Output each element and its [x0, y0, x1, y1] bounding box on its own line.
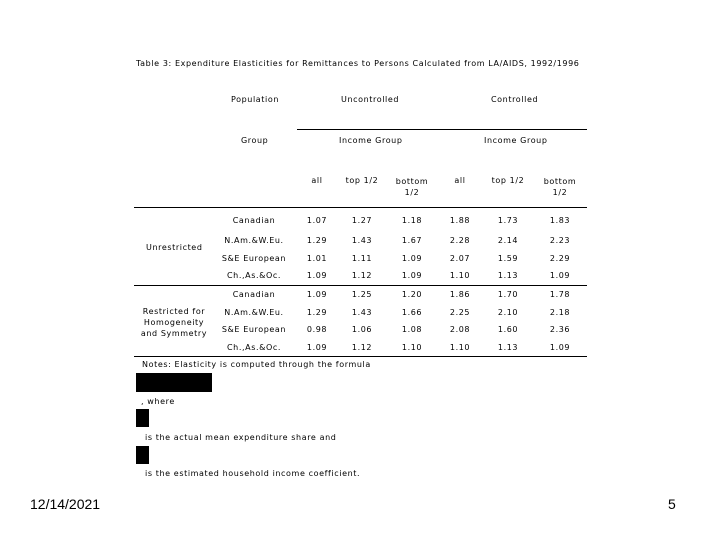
value-cell: 2.29	[549, 254, 571, 263]
value-cell: 1.10	[401, 343, 423, 352]
value-cell: 1.09	[549, 271, 571, 280]
value-cell: 1.10	[449, 343, 471, 352]
value-cell: 1.11	[351, 254, 373, 263]
value-cell: 1.73	[497, 216, 519, 225]
value-cell: 1.43	[351, 236, 373, 245]
value-cell: 1.09	[401, 254, 423, 263]
section-divider-rule	[134, 285, 587, 286]
value-cell: 2.14	[497, 236, 519, 245]
value-cell: 1.06	[351, 325, 373, 334]
value-cell: 2.28	[449, 236, 471, 245]
value-cell: 1.10	[449, 271, 471, 280]
income-group-header-controlled: Income Group	[484, 136, 548, 145]
row-group-label: S&E European	[221, 325, 287, 334]
col-header-all-controlled: all	[454, 176, 466, 185]
value-cell: 1.27	[351, 216, 373, 225]
section-label-restricted: Restricted for Homogeneity and Symmetry	[140, 307, 208, 338]
value-cell: 1.13	[497, 271, 519, 280]
row-group-label: N.Am.&W.Eu.	[224, 236, 284, 245]
table-title: Table 3: Expenditure Elasticities for Remittances to Persons Calculated from LA/AIDS, 1992/1996	[136, 59, 580, 68]
value-cell: 1.08	[401, 325, 423, 334]
value-cell: 1.67	[401, 236, 423, 245]
value-cell: 1.18	[401, 216, 423, 225]
value-cell: 2.23	[549, 236, 571, 245]
col-header-top-controlled: top 1/2	[491, 176, 525, 185]
footer-date: 12/14/2021	[30, 496, 101, 512]
notes-line-3: is the actual mean expenditure share and	[145, 433, 337, 442]
row-group-label: Ch.,As.&Oc.	[226, 271, 281, 280]
value-cell: 1.70	[497, 290, 519, 299]
section-label-unrestricted: Unrestricted	[146, 243, 203, 252]
value-cell: 1.20	[401, 290, 423, 299]
group-header: Group	[241, 136, 269, 145]
row-group-label: N.Am.&W.Eu.	[224, 308, 284, 317]
col-header-bottom-controlled: bottom 1/2	[543, 177, 577, 197]
value-cell: 1.29	[306, 308, 328, 317]
value-cell: 1.09	[401, 271, 423, 280]
value-cell: 2.08	[449, 325, 471, 334]
value-cell: 1.12	[351, 343, 373, 352]
value-cell: 1.09	[306, 271, 328, 280]
uncontrolled-header: Uncontrolled	[341, 95, 400, 104]
value-cell: 1.60	[497, 325, 519, 334]
value-cell: 1.66	[401, 308, 423, 317]
value-cell: 1.07	[306, 216, 328, 225]
coefficient-symbol-image	[136, 446, 149, 464]
value-cell: 1.86	[449, 290, 471, 299]
value-cell: 2.36	[549, 325, 571, 334]
value-cell: 1.09	[306, 290, 328, 299]
notes-line-2: , where	[141, 397, 175, 406]
value-cell: 1.59	[497, 254, 519, 263]
controlled-header: Controlled	[491, 95, 539, 104]
table-bottom-rule	[134, 356, 587, 357]
header-rule	[297, 129, 587, 130]
share-symbol-image	[136, 409, 149, 427]
col-header-all-uncontrolled: all	[311, 176, 323, 185]
value-cell: 2.18	[549, 308, 571, 317]
income-group-header-uncontrolled: Income Group	[339, 136, 403, 145]
value-cell: 2.07	[449, 254, 471, 263]
row-group-label: Canadian	[232, 290, 276, 299]
value-cell: 1.13	[497, 343, 519, 352]
value-cell: 0.98	[306, 325, 328, 334]
col-header-bottom-uncontrolled: bottom 1/2	[395, 177, 429, 197]
value-cell: 1.25	[351, 290, 373, 299]
value-cell: 1.12	[351, 271, 373, 280]
value-cell: 1.78	[549, 290, 571, 299]
row-group-label: Canadian	[232, 216, 276, 225]
value-cell: 1.01	[306, 254, 328, 263]
row-group-label: Ch.,As.&Oc.	[226, 343, 281, 352]
value-cell: 1.09	[306, 343, 328, 352]
notes-line-4: is the estimated household income coefficient.	[145, 469, 361, 478]
col-header-top-uncontrolled: top 1/2	[345, 176, 379, 185]
value-cell: 2.25	[449, 308, 471, 317]
row-group-label: S&E European	[221, 254, 287, 263]
value-cell: 1.83	[549, 216, 571, 225]
formula-image	[136, 373, 212, 392]
value-cell: 1.43	[351, 308, 373, 317]
value-cell: 1.09	[549, 343, 571, 352]
page-number: 5	[668, 496, 676, 512]
population-header: Population	[231, 95, 280, 104]
notes-line-1: Notes: Elasticity is computed through the formula	[142, 360, 371, 369]
value-cell: 1.88	[449, 216, 471, 225]
value-cell: 2.10	[497, 308, 519, 317]
value-cell: 1.29	[306, 236, 328, 245]
table-top-rule	[134, 207, 587, 208]
